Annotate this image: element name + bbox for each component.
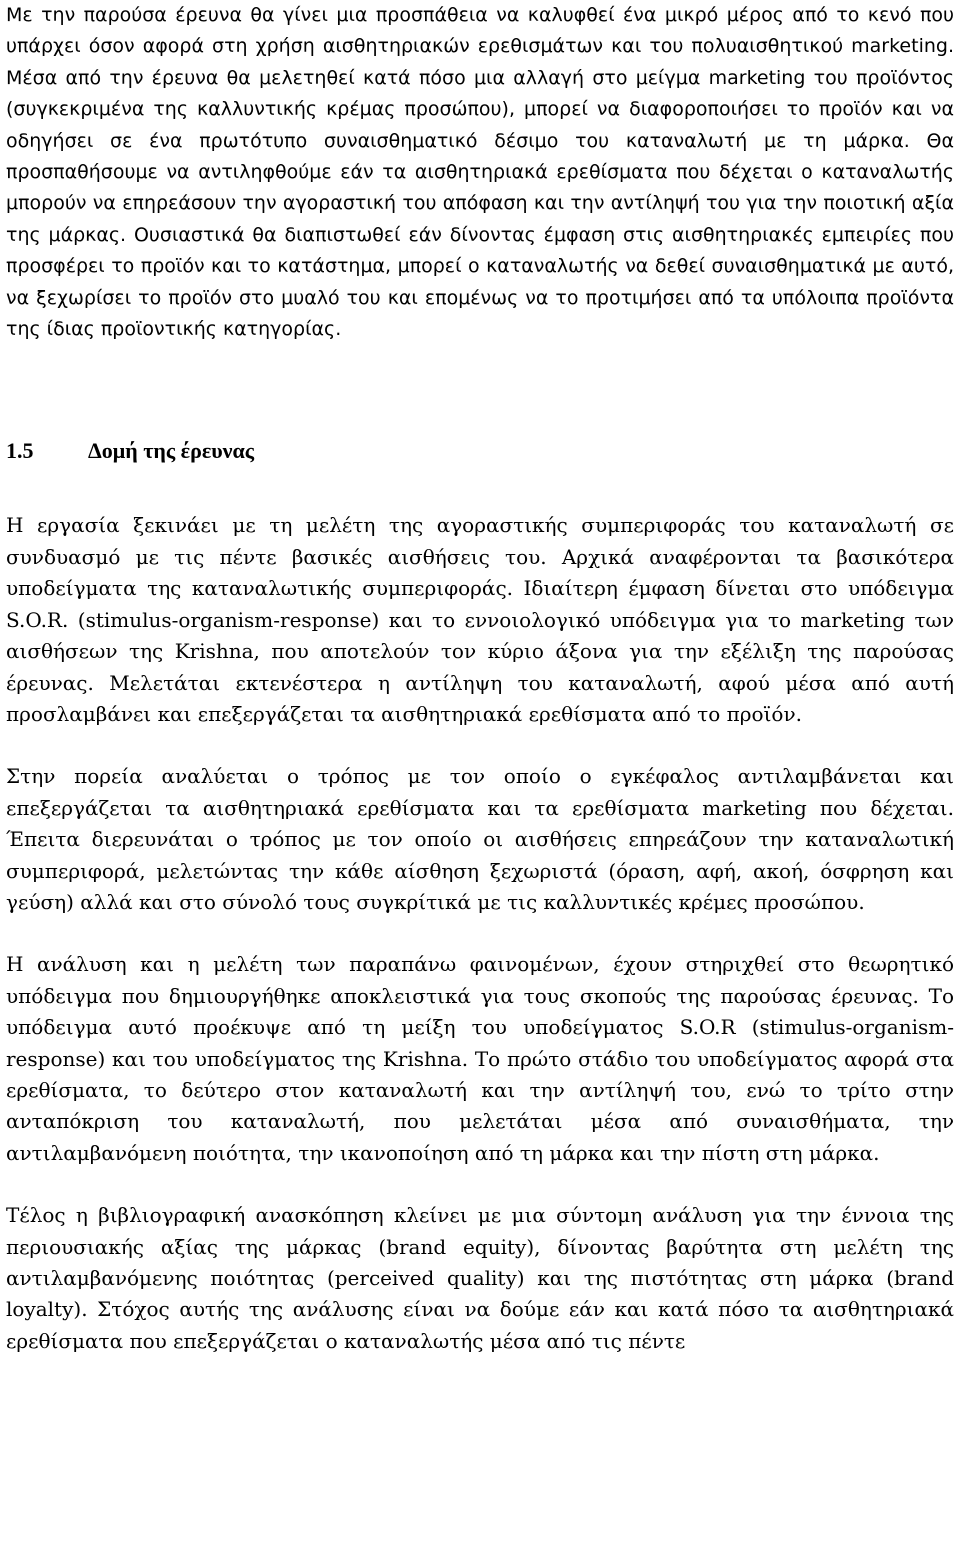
body-paragraph-2: Στην πορεία αναλύεται ο τρόπος με τον οποίο ο εγκέφαλος αντιλαμβάνεται και επεξεργάζεται τα αισθητηριακά ερεθίσματα και τα ερεθίσματα marketing που δέχεται. Έπειτα διερευνάται ο τρόπος με τον οποίο οι αισθήσεις επηρεάζουν την καταναλωτική συμπεριφορά, μελετώντας την κάθε αίσθηση ξεχωριστά (όραση, αφή, ακοή, όσφρηση και γεύση) αλλά και στο σύνολό τους συγκρίτικά με τις καλλυντικές κρέμες προσώπου. [6,764,954,914]
body-paragraph-3: Η ανάλυση και η μελέτη των παραπάνω φαινομένων, έχουν στηριχθεί στο θεωρητικό υπόδειγμα που δημιουργήθηκε αποκλειστικά για τους σκοπούς της παρούσας έρευνας. Το υπόδειγμα αυτό προέκυψε από τη μείξη του υποδείγματος S.O.R (stimulus-organism-response) και του υποδείγματος της Krishna. Το πρώτο στάδιο του υποδείγματος αφορά στα ερεθίσματα, το δεύτερο στον καταναλωτή και την αντίληψή του, ενώ το τρίτο στην ανταπόκριση του καταναλωτή, που μελετάται μέσα από συναισθήματα, την αντιλαμβανόμενη ποιότητα, την ικανοποίηση από τη μάρκα και την πίστη στη μάρκα. [6,952,954,1165]
section-number: 1.5 [6,438,34,464]
spacer [6,918,954,949]
spacer [6,730,954,761]
intro-paragraph: Με την παρούσα έρευνα θα γίνει μια προσπάθεια να καλυφθεί ένα μικρό μέρος από το κενό που υπάρχει όσον αφορά στη χρήση αισθητηριακών ερεθισμάτων και του πολυαισθητικού marketing. Μέσα από την έρευνα θα μελετηθεί κατά πόσο μια αλλαγή στο μείγμα marketing του προϊόντος (συγκεκριμένα της καλλυντικής κρέμας προσώπου), μπορεί να διαφοροποιήσει το προϊόν και να οδηγήσει σε ένα πρωτότυπο συναισθηματικό δέσιμο του καταναλωτή με τη μάρκα. Θα προσπαθήσουμε να αντιληφθούμε εάν τα αισθητηριακά ερεθίσματα που δέχεται ο καταναλωτής μπορούν να επηρεάσουν την αγοραστική του απόφαση και την αντίληψή του για την ποιοτική αξία της μάρκας. Ουσιαστικά θα διαπιστωθεί εάν δίνοντας έμφαση στις αισθητηριακές εμπειρίες που προσφέρει το προϊόν και το κατάστημα, μπορεί ο καταναλωτής να δεθεί συναισθηματικά με αυτό, να ξεχωρίσει το προϊόν στο μυαλό του και επομένως να το προτιμήσει από τα υπόλοιπα προϊόντα της ίδιας προϊοντικής κατηγορίας. [6,4,954,341]
spacer [6,466,954,510]
spacer [6,345,954,435]
document-page [6,0,954,1357]
body-paragraph-1: Η εργασία ξεκινάει με τη μελέτη της αγοραστικής συμπεριφοράς του καταναλωτή σε συνδυασμό με τις πέντε βασικές αισθήσεις του. Αρχικά αναφέρονται τα βασικότερα υποδείγματα της καταναλωτικής συμπεριφοράς. Ιδιαίτερη έμφαση δίνεται στο υπόδειγμα S.O.R. (stimulus-organism-response) και το εννοιολογικό υπόδειγμα για το marketing των αισθήσεων της Krishna, που αποτελούν τον κύριο άξονα για την εξέλιξη της παρούσας έρευνας. Μελετάται εκτενέστερα η αντίληψη του καταναλωτή, αφού μέσα από αυτή προσλαμβάνει και επεξεργάζεται τα αισθητηριακά ερεθίσματα από το προϊόν. [6,513,954,726]
section-title: Δομή της έρευνας [88,438,255,464]
section-heading [6,435,954,466]
body-paragraph-4: Τέλος η βιβλιογραφική ανασκόπηση κλείνει με μια σύντομη ανάλυση για την έννοια της περιουσιακής αξίας της μάρκας (brand equity), δίνοντας βαρύτητα στη μελέτη της αντιλαμβανόμενης ποιότητας (perceived quality) και της πιστότητας στη μάρκα (brand loyalty). Στόχος αυτής της ανάλυσης είναι να δούμε εάν και κατά πόσο τα αισθητηριακά ερεθίσματα που επεξεργάζεται ο καταναλωτής μέσα από τις πέντε [6,1203,954,1353]
spacer [6,1169,954,1200]
